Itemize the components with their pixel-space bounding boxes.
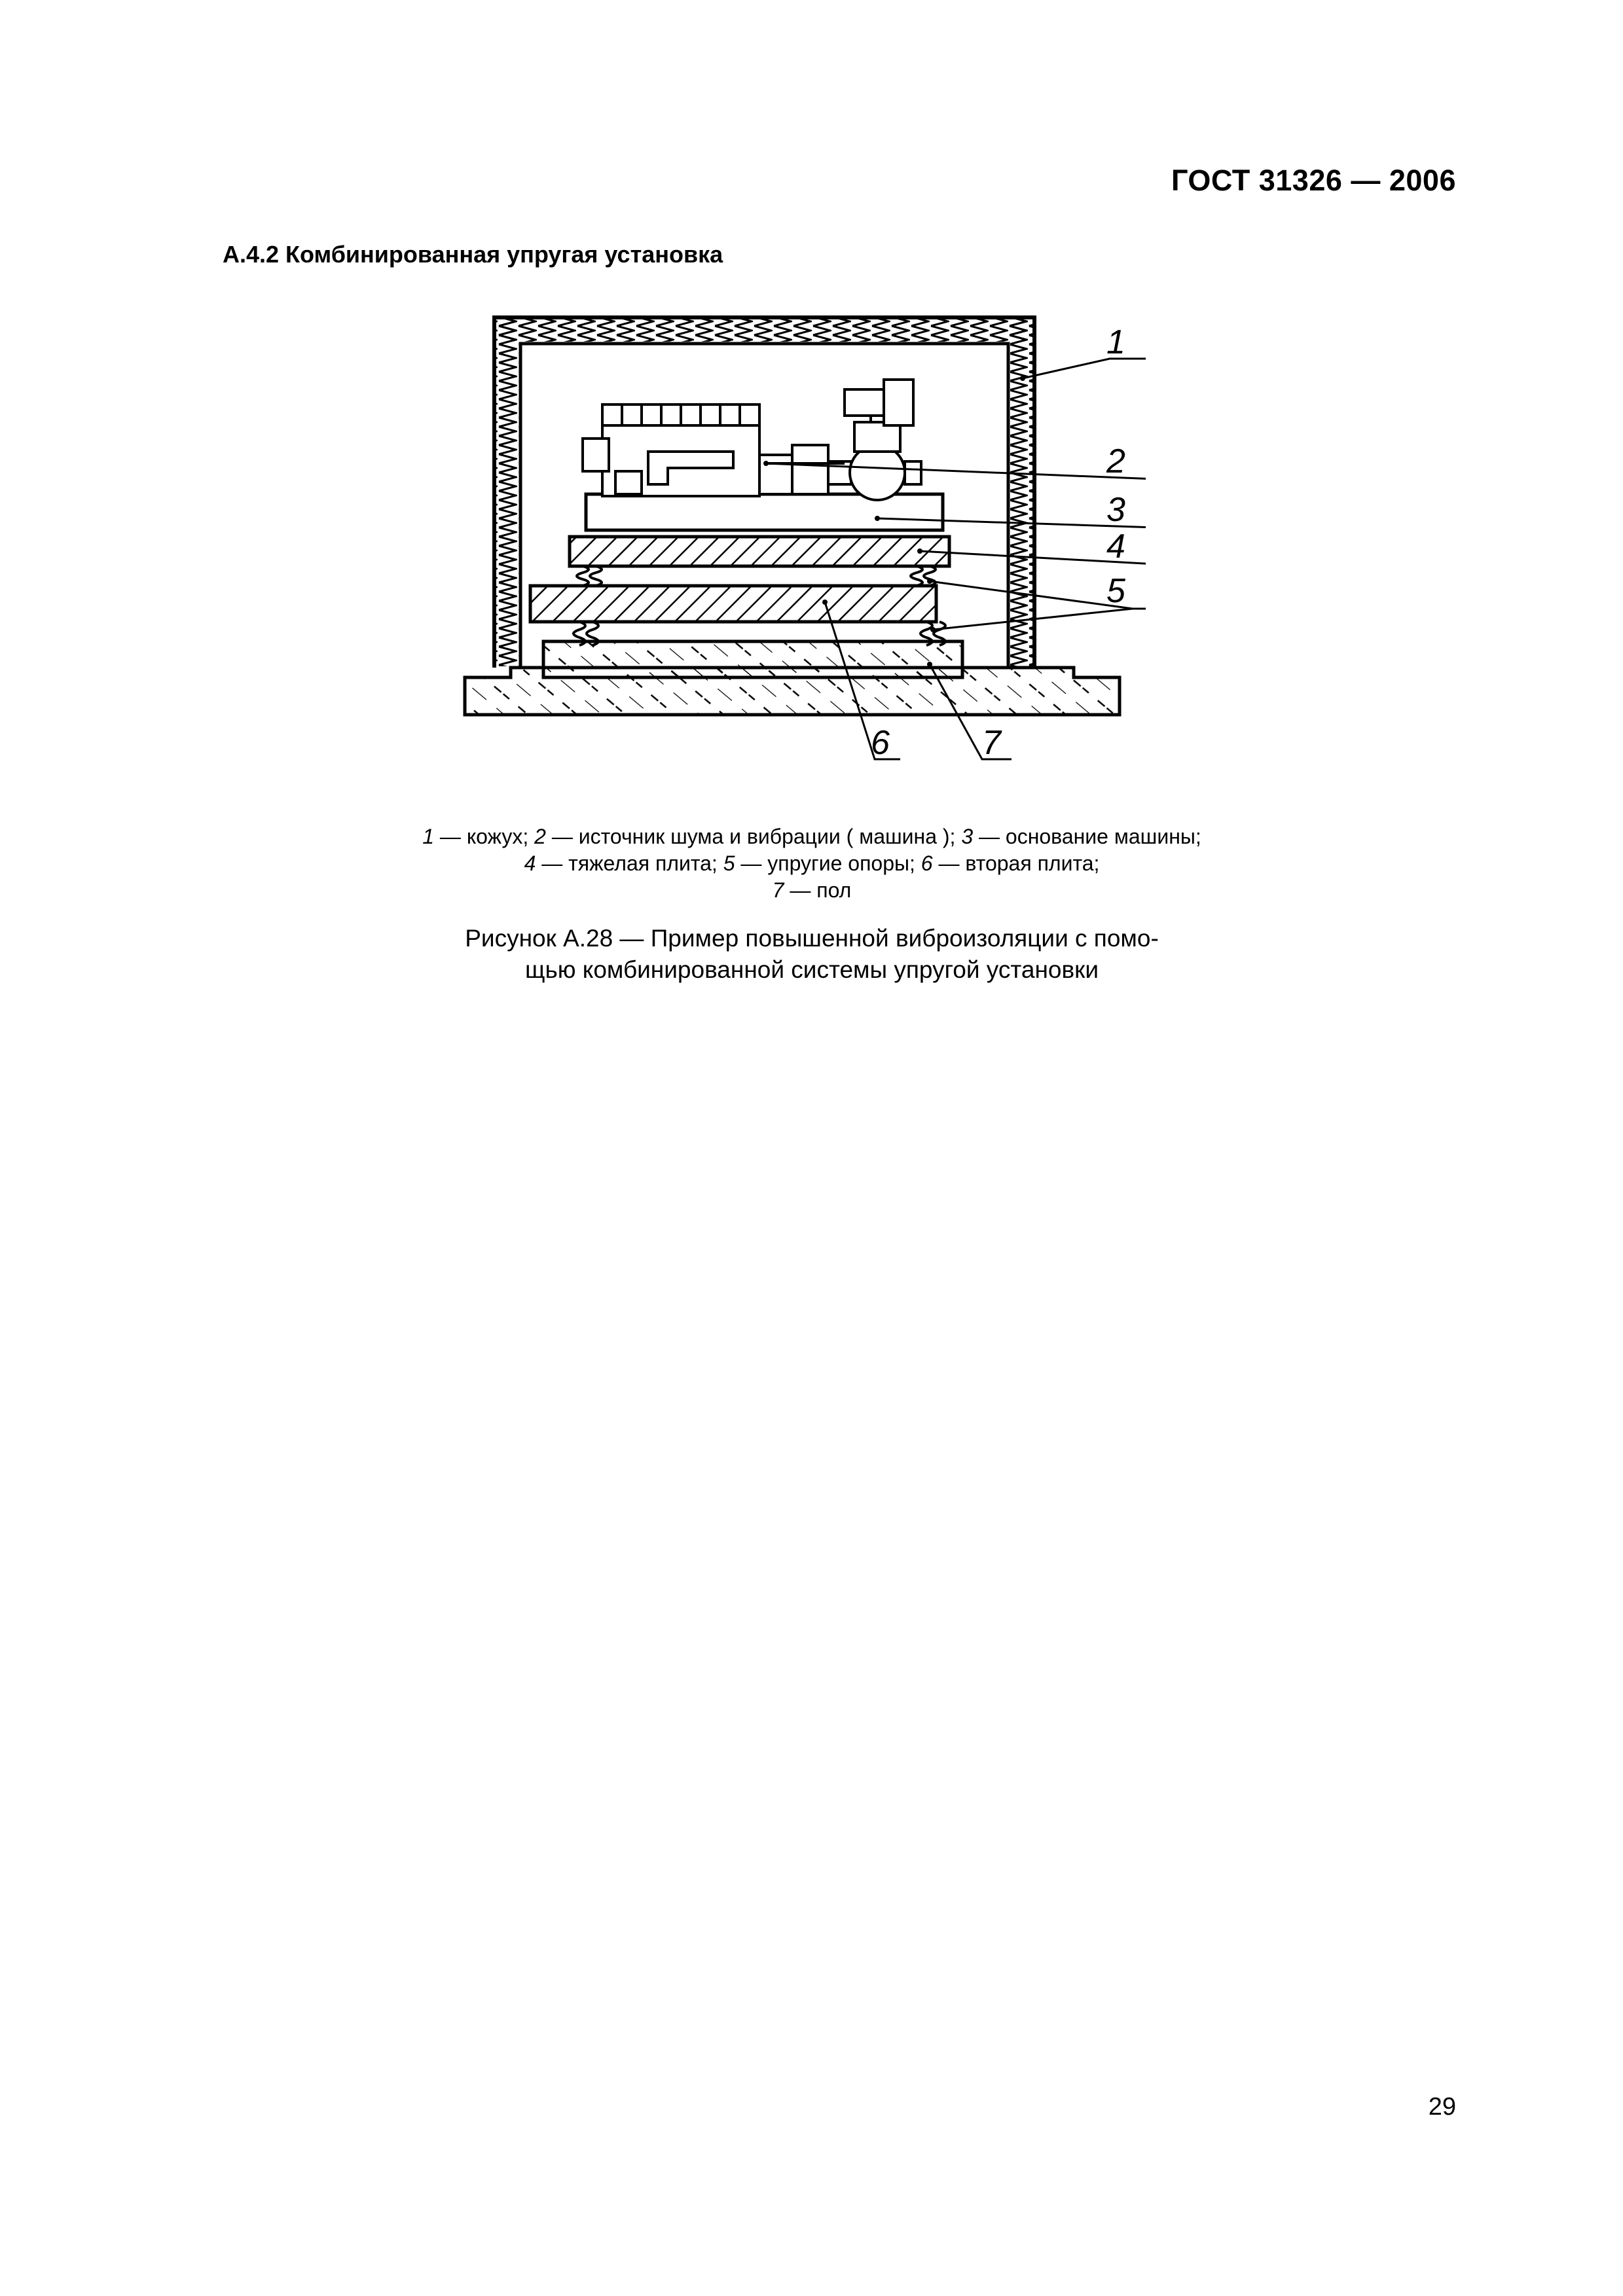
page-number: 29 — [1428, 2093, 1456, 2121]
callout-label-1: 1 — [1106, 323, 1125, 361]
legend-item-4: 4 — тяжелая плита; — [524, 851, 723, 875]
caption-line-1: Рисунок А.28 — Пример повышенной виброизоляции с помо- — [465, 925, 1159, 952]
legend-item-2: 2 — источник шума и вибрации ( машина ); — [534, 825, 962, 848]
callout-label-7: 7 — [982, 724, 1001, 762]
legend-item-5: 5 — упругие опоры; — [723, 851, 921, 875]
floor-pedestal — [543, 641, 962, 677]
enclosure-insulation-left — [496, 319, 519, 666]
caption-line-2: щью комбинированной системы упругой установки — [525, 956, 1099, 984]
enclosure-insulation-top — [496, 319, 1033, 342]
figure-caption — [419, 923, 1205, 986]
upper-springs — [577, 566, 936, 586]
callout-label-6: 6 — [871, 724, 890, 762]
legend-item-7: 7 — пол — [772, 878, 852, 902]
enclosure-insulation-right — [1010, 319, 1032, 666]
callout-label-2: 2 — [1106, 442, 1125, 480]
vibration-isolation-figure — [458, 308, 1146, 779]
machine — [583, 380, 921, 500]
legend-item-6: 6 — вторая плита; — [921, 851, 1100, 875]
callout-label-3: 3 — [1106, 491, 1125, 529]
machine-base — [586, 494, 943, 530]
legend-item-3: 3 — основание машины; — [961, 825, 1201, 848]
figure-legend — [419, 823, 1205, 904]
section-title: А.4.2 Комбинированная упругая установка — [223, 241, 723, 268]
callout-label-4: 4 — [1106, 528, 1125, 565]
callout-label-5: 5 — [1106, 572, 1125, 610]
legend-item-1: 1 — кожух; — [422, 825, 535, 848]
second-plate — [530, 586, 936, 622]
heavy-plate — [570, 537, 949, 566]
document-header: ГОСТ 31326 — 2006 — [1171, 164, 1456, 197]
